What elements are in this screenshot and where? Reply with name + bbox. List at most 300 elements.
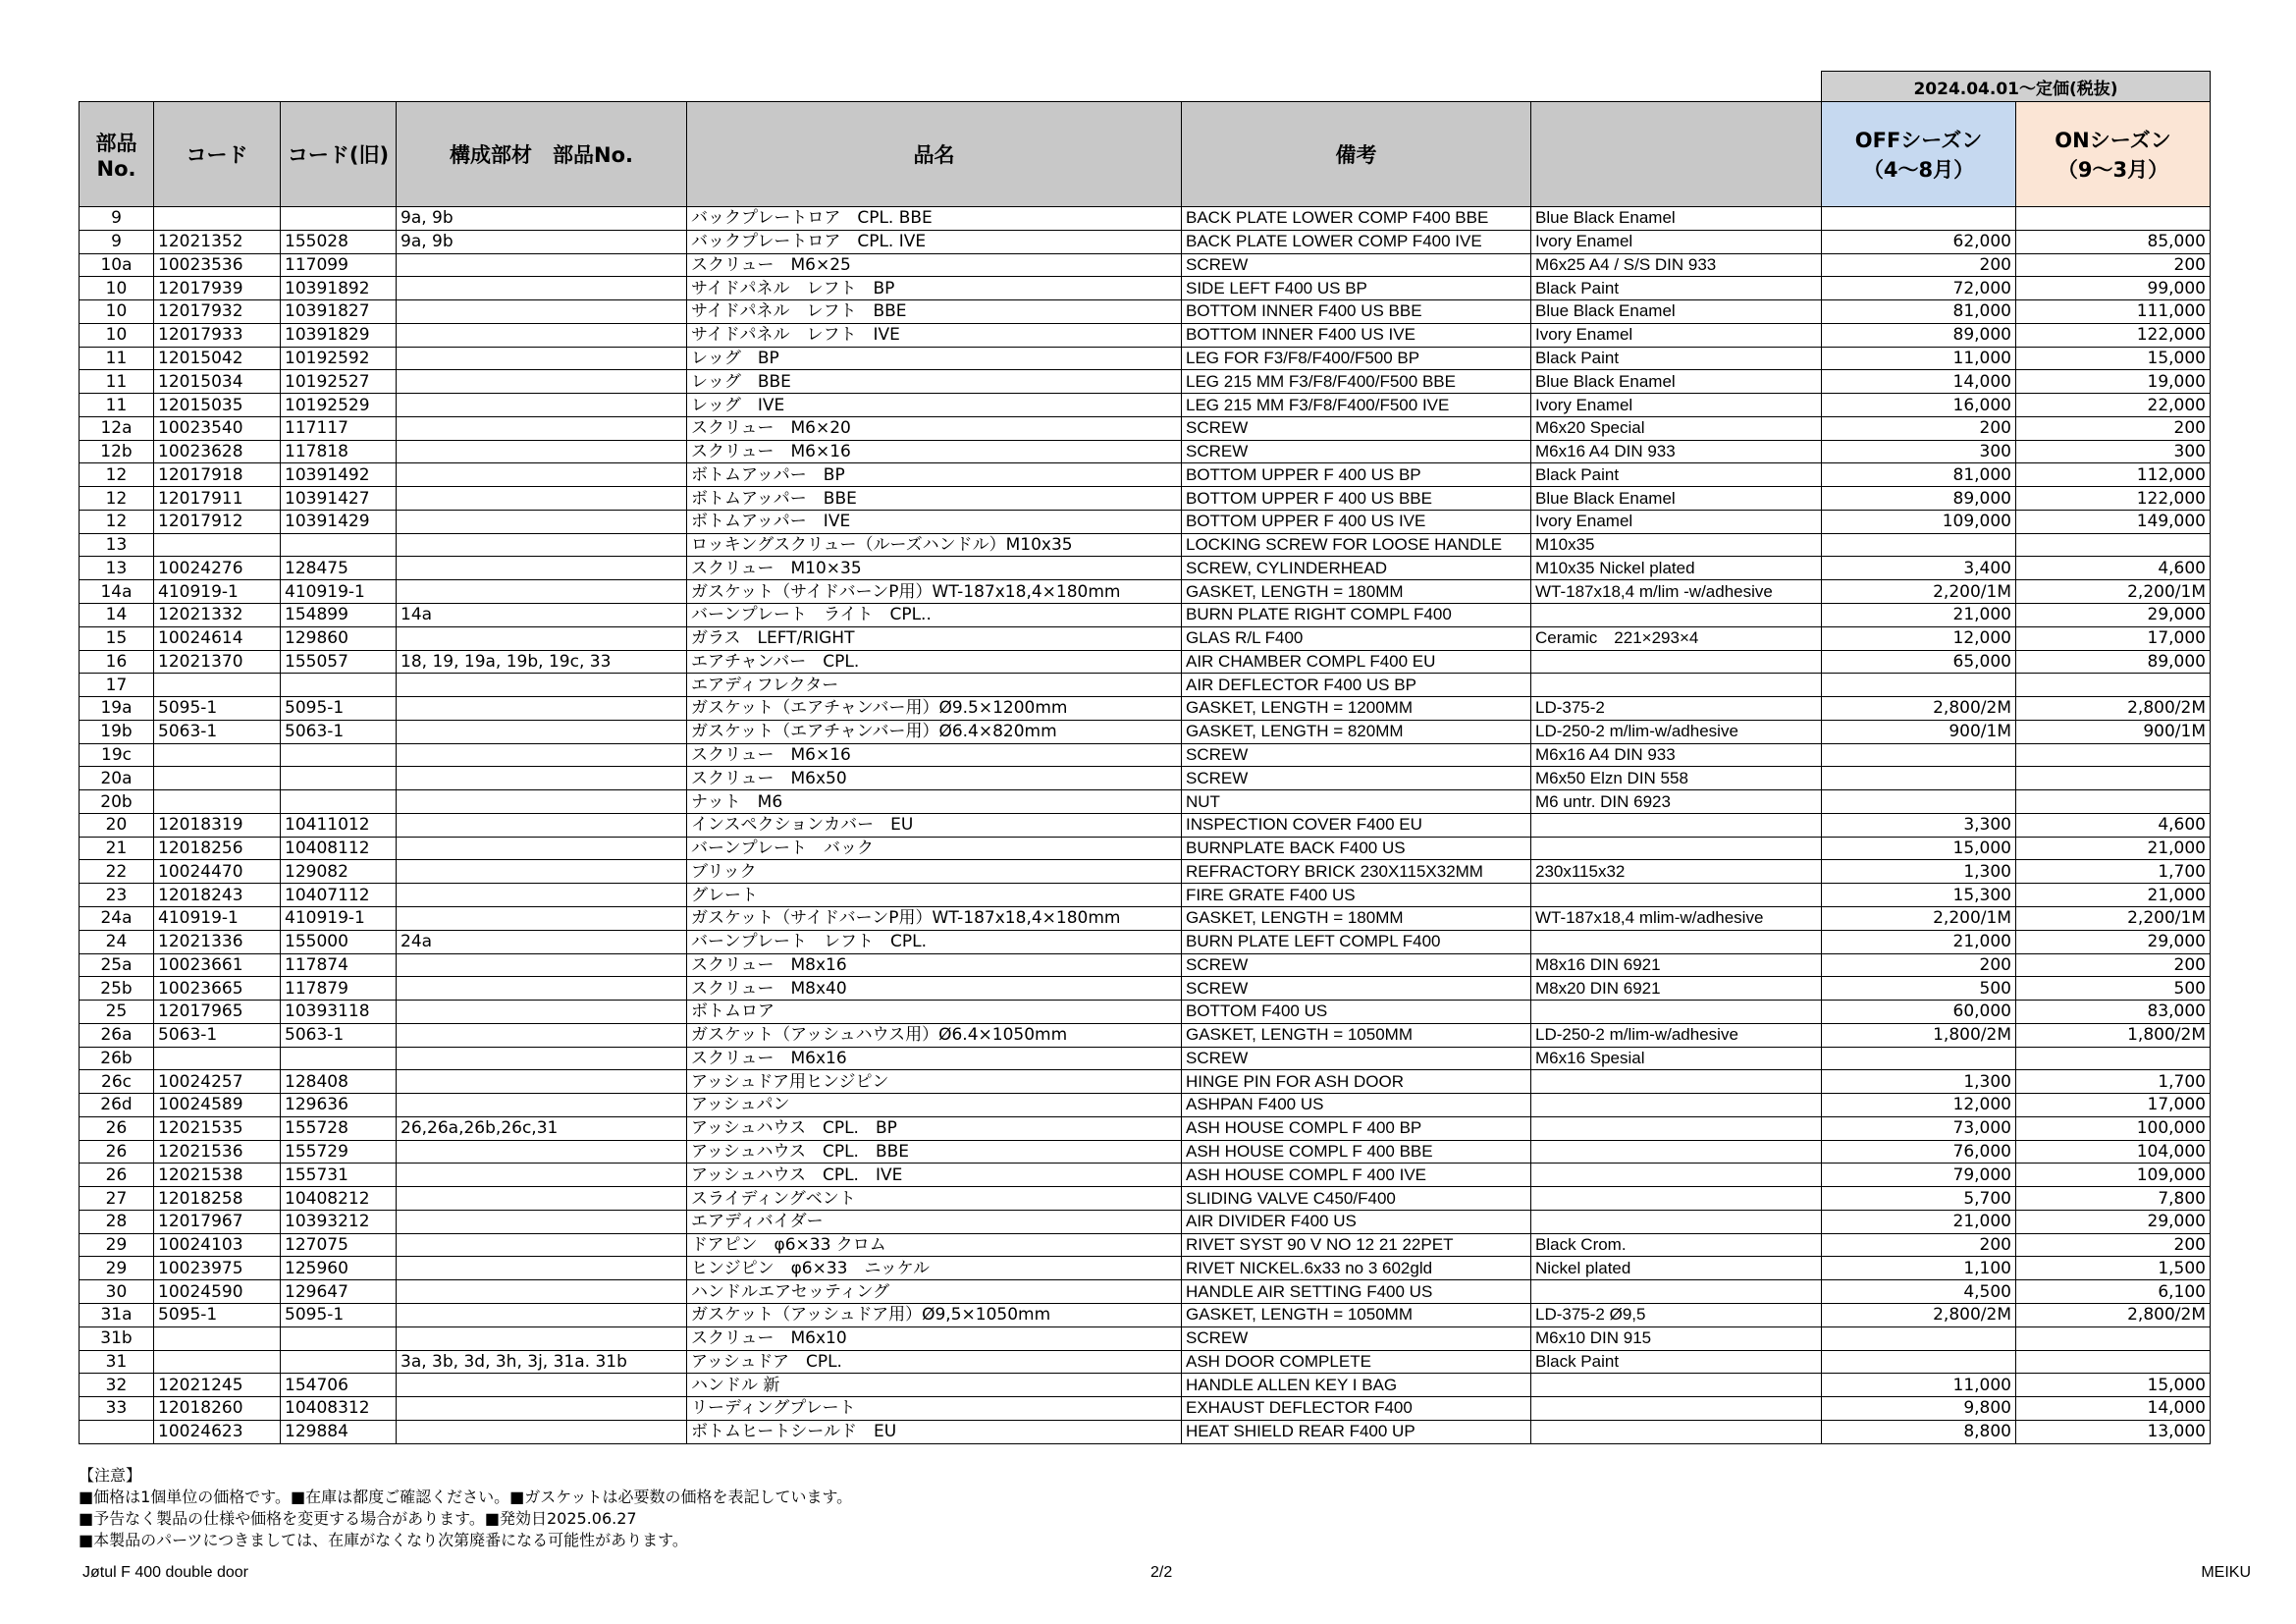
english-name-cell: BOTTOM UPPER F 400 US IVE [1182, 510, 1531, 533]
old-code-cell: 10411012 [281, 813, 397, 837]
name-cell: スクリュー M6×16 [687, 440, 1182, 463]
english-name-cell: ASH HOUSE COMPL F 400 BP [1182, 1116, 1531, 1140]
code-cell: 10024589 [154, 1094, 281, 1117]
off-season-price-cell: 1,100 [1822, 1257, 2016, 1280]
off-season-price-cell: 89,000 [1822, 487, 2016, 511]
english-name-cell: SCREW [1182, 1326, 1531, 1350]
part-no-cell: 16 [80, 650, 154, 674]
note-cell [1531, 1094, 1822, 1117]
part-no-cell: 29 [80, 1257, 154, 1280]
note-cell: M8x20 DIN 6921 [1531, 977, 1822, 1001]
component-cell [397, 813, 687, 837]
on-season-price-cell: 89,000 [2016, 650, 2211, 674]
name-cell: サイドパネル レフト IVE [687, 323, 1182, 347]
component-cell [397, 1233, 687, 1257]
note-cell: M6x16 A4 DIN 933 [1531, 440, 1822, 463]
note-cell: Ivory Enamel [1531, 230, 1822, 253]
table-row [80, 580, 2211, 604]
name-cell: エアディバイダー [687, 1210, 1182, 1233]
table-row [80, 604, 2211, 627]
col-header-note-2 [1531, 102, 1822, 207]
part-no-cell: 30 [80, 1280, 154, 1304]
note-cell: LD-375-2 [1531, 697, 1822, 721]
old-code-cell: 155728 [281, 1116, 397, 1140]
on-season-price-cell [2016, 533, 2211, 557]
english-name-cell: BURN PLATE RIGHT COMPL F400 [1182, 604, 1531, 627]
on-season-price-cell: 900/1M [2016, 720, 2211, 743]
table-row [80, 1374, 2211, 1397]
part-no-cell: 9 [80, 230, 154, 253]
code-cell: 12018243 [154, 884, 281, 907]
component-cell [397, 440, 687, 463]
old-code-cell [281, 767, 397, 790]
note-cell [1531, 1070, 1822, 1094]
code-cell: 12017932 [154, 300, 281, 324]
name-cell: ヒンジピン φ6×33 ニッケル [687, 1257, 1182, 1280]
name-cell: グレート [687, 884, 1182, 907]
old-code-cell: 129884 [281, 1420, 397, 1443]
off-season-price-cell: 200 [1822, 416, 2016, 440]
on-season-price-cell: 15,000 [2016, 1374, 2211, 1397]
english-name-cell: HANDLE AIR SETTING F400 US [1182, 1280, 1531, 1304]
name-cell: ボトムアッパー BP [687, 463, 1182, 487]
note-cell: 230x115x32 [1531, 860, 1822, 884]
note-cell [1531, 1187, 1822, 1211]
part-no-cell: 25b [80, 977, 154, 1001]
col-header-note: 備考 [1182, 102, 1531, 207]
name-cell: ガラス LEFT/RIGHT [687, 626, 1182, 650]
english-name-cell: GASKET, LENGTH = 1050MM [1182, 1023, 1531, 1047]
english-name-cell: HEAT SHIELD REAR F400 UP [1182, 1420, 1531, 1443]
component-cell [397, 510, 687, 533]
name-cell: アッシュパン [687, 1094, 1182, 1117]
note-cell: Ceramic 221×293×4 [1531, 626, 1822, 650]
off-season-price-cell [1822, 767, 2016, 790]
name-cell: エアチャンバー CPL. [687, 650, 1182, 674]
note-cell [1531, 1280, 1822, 1304]
on-season-price-cell: 200 [2016, 416, 2211, 440]
off-season-price-cell: 21,000 [1822, 930, 2016, 953]
old-code-cell: 10391427 [281, 487, 397, 511]
old-code-cell: 10391429 [281, 510, 397, 533]
table-row [80, 1233, 2211, 1257]
part-no-cell: 20b [80, 790, 154, 814]
table-row [80, 1280, 2211, 1304]
name-cell: ハンドルエアセッティング [687, 1280, 1182, 1304]
on-season-price-cell: 2,800/2M [2016, 697, 2211, 721]
name-cell: スクリュー M6×20 [687, 416, 1182, 440]
code-cell: 12015035 [154, 394, 281, 417]
note-cell: M6x50 Elzn DIN 558 [1531, 767, 1822, 790]
component-cell [397, 860, 687, 884]
old-code-cell: 155028 [281, 230, 397, 253]
name-cell: スクリュー M10×35 [687, 557, 1182, 580]
table-row [80, 1116, 2211, 1140]
english-name-cell: SCREW [1182, 440, 1531, 463]
name-cell: スクリュー M8x40 [687, 977, 1182, 1001]
component-cell [397, 1257, 687, 1280]
note-line: ■予告なく製品の仕様や価格を変更する場合があります。■発効日2025.06.27 [79, 1509, 637, 1528]
part-no-cell: 25 [80, 1001, 154, 1024]
english-name-cell: SIDE LEFT F400 US BP [1182, 277, 1531, 300]
part-no-cell: 12 [80, 463, 154, 487]
old-code-cell: 129636 [281, 1094, 397, 1117]
note-cell: M6x20 Special [1531, 416, 1822, 440]
english-name-cell: ASH DOOR COMPLETE [1182, 1350, 1531, 1374]
name-cell: ロッキングスクリュー（ルーズハンドル）M10x35 [687, 533, 1182, 557]
table-row [80, 1023, 2211, 1047]
component-cell [397, 906, 687, 930]
on-season-price-cell: 29,000 [2016, 604, 2211, 627]
note-cell: Ivory Enamel [1531, 323, 1822, 347]
table-row [80, 1001, 2211, 1024]
name-cell: バーンプレート バック [687, 837, 1182, 860]
component-cell [397, 1023, 687, 1047]
note-cell: Black Paint [1531, 277, 1822, 300]
old-code-cell: 10391892 [281, 277, 397, 300]
name-cell: ガスケット（エアチャンバー用）Ø6.4×820mm [687, 720, 1182, 743]
note-cell: Black Paint [1531, 347, 1822, 370]
old-code-cell: 129647 [281, 1280, 397, 1304]
off-season-price-cell [1822, 674, 2016, 697]
on-season-price-cell [2016, 1326, 2211, 1350]
name-cell: サイドパネル レフト BP [687, 277, 1182, 300]
note-cell [1531, 813, 1822, 837]
off-season-price-cell [1822, 533, 2016, 557]
component-cell: 24a [397, 930, 687, 953]
old-code-cell: 10408312 [281, 1397, 397, 1421]
old-code-cell: 10393118 [281, 1001, 397, 1024]
old-code-cell: 410919-1 [281, 906, 397, 930]
old-code-cell: 117879 [281, 977, 397, 1001]
code-cell: 10024470 [154, 860, 281, 884]
part-no-cell: 17 [80, 674, 154, 697]
note-cell [1531, 1374, 1822, 1397]
old-code-cell: 155729 [281, 1140, 397, 1164]
part-no-cell: 28 [80, 1210, 154, 1233]
table-row [80, 557, 2211, 580]
table-row [80, 884, 2211, 907]
name-cell: アッシュハウス CPL. IVE [687, 1164, 1182, 1187]
old-code-cell: 129860 [281, 626, 397, 650]
note-cell: Blue Black Enamel [1531, 300, 1822, 324]
part-no-cell: 21 [80, 837, 154, 860]
english-name-cell: RIVET NICKEL.6x33 no 3 602gld [1182, 1257, 1531, 1280]
on-season-price-cell: 22,000 [2016, 394, 2211, 417]
off-season-price-cell: 89,000 [1822, 323, 2016, 347]
off-season-price-cell: 500 [1822, 977, 2016, 1001]
component-cell [397, 463, 687, 487]
old-code-cell: 155000 [281, 930, 397, 953]
english-name-cell: LEG FOR F3/F8/F400/F500 BP [1182, 347, 1531, 370]
table-row [80, 1187, 2211, 1211]
table-row [80, 860, 2211, 884]
code-cell: 12021352 [154, 230, 281, 253]
part-no-cell: 26d [80, 1094, 154, 1117]
part-no-cell: 11 [80, 347, 154, 370]
name-cell: アッシュハウス CPL. BP [687, 1116, 1182, 1140]
old-code-cell [281, 790, 397, 814]
off-season-price-cell: 72,000 [1822, 277, 2016, 300]
table-row [80, 767, 2211, 790]
name-cell: ナット M6 [687, 790, 1182, 814]
component-cell [397, 323, 687, 347]
part-no-cell: 10 [80, 277, 154, 300]
on-season-price-cell: 83,000 [2016, 1001, 2211, 1024]
note-cell: M6x25 A4 / S/S DIN 933 [1531, 253, 1822, 277]
on-season-price-cell: 2,800/2M [2016, 1303, 2211, 1326]
code-cell: 10024623 [154, 1420, 281, 1443]
off-season-price-cell: 65,000 [1822, 650, 2016, 674]
off-season-price-cell: 200 [1822, 1233, 2016, 1257]
component-cell [397, 1164, 687, 1187]
english-name-cell: AIR DIVIDER F400 US [1182, 1210, 1531, 1233]
on-season-price-cell: 122,000 [2016, 323, 2211, 347]
component-cell [397, 253, 687, 277]
note-cell [1531, 1164, 1822, 1187]
note-cell: WT-187x18,4 mlim-w/adhesive [1531, 906, 1822, 930]
english-name-cell: RIVET SYST 90 V NO 12 21 22PET [1182, 1233, 1531, 1257]
name-cell: ハンドル 新 [687, 1374, 1182, 1397]
on-season-price-cell: 21,000 [2016, 884, 2211, 907]
english-name-cell: BURN PLATE LEFT COMPL F400 [1182, 930, 1531, 953]
english-name-cell: SCREW [1182, 743, 1531, 767]
name-cell: ガスケット（サイドバーンP用）WT-187x18,4×180mm [687, 580, 1182, 604]
part-no-cell: 24 [80, 930, 154, 953]
code-cell: 12021370 [154, 650, 281, 674]
off-season-price-cell: 1,300 [1822, 1070, 2016, 1094]
code-cell: 410919-1 [154, 906, 281, 930]
off-season-price-cell: 73,000 [1822, 1116, 2016, 1140]
note-cell: Ivory Enamel [1531, 510, 1822, 533]
part-no-cell: 12a [80, 416, 154, 440]
off-season-price-cell [1822, 1350, 2016, 1374]
on-season-price-cell: 99,000 [2016, 277, 2211, 300]
table-row [80, 510, 2211, 533]
name-cell: スクリュー M6x10 [687, 1326, 1182, 1350]
old-code-cell: 10391829 [281, 323, 397, 347]
component-cell: 9a, 9b [397, 230, 687, 253]
old-code-cell [281, 1047, 397, 1070]
note-cell: Blue Black Enamel [1531, 370, 1822, 394]
code-cell: 10023628 [154, 440, 281, 463]
component-cell [397, 347, 687, 370]
col-header-code: コード [154, 102, 281, 207]
table-row [80, 650, 2211, 674]
note-cell [1531, 1001, 1822, 1024]
part-no-cell: 26c [80, 1070, 154, 1094]
table-row [80, 1350, 2211, 1374]
table-row [80, 207, 2211, 231]
note-cell [1531, 1116, 1822, 1140]
part-no-cell: 26 [80, 1164, 154, 1187]
col-header-no: 部品 No. [80, 102, 154, 207]
english-name-cell: ASH HOUSE COMPL F 400 IVE [1182, 1164, 1531, 1187]
table-row [80, 1094, 2211, 1117]
component-cell [397, 1187, 687, 1211]
english-name-cell: NUT [1182, 790, 1531, 814]
old-code-cell: 10408112 [281, 837, 397, 860]
part-no-cell: 10a [80, 253, 154, 277]
off-season-price-cell: 60,000 [1822, 1001, 2016, 1024]
off-season-price-cell: 9,800 [1822, 1397, 2016, 1421]
english-name-cell: BOTTOM UPPER F 400 US BP [1182, 463, 1531, 487]
english-name-cell: GASKET, LENGTH = 820MM [1182, 720, 1531, 743]
table-row [80, 743, 2211, 767]
note-cell: WT-187x18,4 m/lim -w/adhesive [1531, 580, 1822, 604]
on-season-price-cell: 4,600 [2016, 557, 2211, 580]
on-season-price-cell: 300 [2016, 440, 2211, 463]
table-row [80, 953, 2211, 977]
english-name-cell: REFRACTORY BRICK 230X115X32MM [1182, 860, 1531, 884]
component-cell [397, 1070, 687, 1094]
table-row [80, 1164, 2211, 1187]
note-cell: M6x10 DIN 915 [1531, 1326, 1822, 1350]
part-no-cell: 19c [80, 743, 154, 767]
note-cell [1531, 604, 1822, 627]
note-cell: Blue Black Enamel [1531, 487, 1822, 511]
code-cell: 10023536 [154, 253, 281, 277]
code-cell: 5095-1 [154, 697, 281, 721]
part-no-cell: 14a [80, 580, 154, 604]
code-cell: 5063-1 [154, 720, 281, 743]
component-cell [397, 394, 687, 417]
off-season-price-cell: 5,700 [1822, 1187, 2016, 1211]
old-code-cell: 125960 [281, 1257, 397, 1280]
table-row [80, 1257, 2211, 1280]
component-cell [397, 720, 687, 743]
off-season-price-cell: 2,200/1M [1822, 906, 2016, 930]
off-season-price-cell: 2,800/2M [1822, 1303, 2016, 1326]
note-cell [1531, 930, 1822, 953]
english-name-cell: SCREW [1182, 953, 1531, 977]
table-row [80, 1420, 2211, 1443]
old-code-cell: 10407112 [281, 884, 397, 907]
col-header-component: 構成部材 部品No. [397, 102, 687, 207]
name-cell: レッグ IVE [687, 394, 1182, 417]
component-cell [397, 743, 687, 767]
component-cell [397, 557, 687, 580]
on-season-price-cell: 6,100 [2016, 1280, 2211, 1304]
old-code-cell: 5095-1 [281, 1303, 397, 1326]
table-row [80, 370, 2211, 394]
old-code-cell: 10192592 [281, 347, 397, 370]
component-cell: 26,26a,26b,26c,31 [397, 1116, 687, 1140]
table-row [80, 300, 2211, 324]
english-name-cell: BOTTOM INNER F400 US IVE [1182, 323, 1531, 347]
english-name-cell: GASKET, LENGTH = 1050MM [1182, 1303, 1531, 1326]
code-cell: 10024257 [154, 1070, 281, 1094]
component-cell: 9a, 9b [397, 207, 687, 231]
code-cell: 12018256 [154, 837, 281, 860]
code-cell: 12017911 [154, 487, 281, 511]
on-season-price-cell: 29,000 [2016, 930, 2211, 953]
table-row [80, 394, 2211, 417]
code-cell: 12021332 [154, 604, 281, 627]
on-season-price-cell [2016, 767, 2211, 790]
old-code-cell: 5063-1 [281, 1023, 397, 1047]
off-season-price-cell: 14,000 [1822, 370, 2016, 394]
component-cell [397, 1303, 687, 1326]
name-cell: ガスケット（アッシュハウス用）Ø6.4×1050mm [687, 1023, 1182, 1047]
note-cell [1531, 650, 1822, 674]
code-cell: 12017912 [154, 510, 281, 533]
part-no-cell: 31a [80, 1303, 154, 1326]
table-row [80, 253, 2211, 277]
part-no-cell: 27 [80, 1187, 154, 1211]
table-row [80, 1210, 2211, 1233]
notes-heading: 【注意】 [79, 1466, 142, 1485]
component-cell [397, 1001, 687, 1024]
note-cell [1531, 674, 1822, 697]
component-cell [397, 1094, 687, 1117]
code-cell: 12021536 [154, 1140, 281, 1164]
name-cell: ガスケット（エアチャンバー用）Ø9.5×1200mm [687, 697, 1182, 721]
parts-price-sheet [79, 71, 2211, 1444]
old-code-cell: 117117 [281, 416, 397, 440]
english-name-cell: GASKET, LENGTH = 180MM [1182, 580, 1531, 604]
english-name-cell: BOTTOM F400 US [1182, 1001, 1531, 1024]
part-no-cell: 10 [80, 300, 154, 324]
table-row [80, 1047, 2211, 1070]
off-season-price-cell: 81,000 [1822, 300, 2016, 324]
on-season-price-cell: 111,000 [2016, 300, 2211, 324]
old-code-cell: 155057 [281, 650, 397, 674]
table-row [80, 697, 2211, 721]
on-season-price-cell: 200 [2016, 1233, 2211, 1257]
old-code-cell: 154706 [281, 1374, 397, 1397]
name-cell: スライディングベント [687, 1187, 1182, 1211]
component-cell [397, 370, 687, 394]
on-season-price-cell: 21,000 [2016, 837, 2211, 860]
old-code-cell: 155731 [281, 1164, 397, 1187]
old-code-cell: 129082 [281, 860, 397, 884]
name-cell: インスペクションカバー EU [687, 813, 1182, 837]
note-cell [1531, 1210, 1822, 1233]
part-no-cell: 23 [80, 884, 154, 907]
part-no-cell: 25a [80, 953, 154, 977]
table-row [80, 277, 2211, 300]
part-no-cell: 11 [80, 370, 154, 394]
component-cell [397, 1326, 687, 1350]
component-cell [397, 1374, 687, 1397]
part-no-cell: 11 [80, 394, 154, 417]
table-row [80, 1397, 2211, 1421]
code-cell [154, 767, 281, 790]
english-name-cell: BURNPLATE BACK F400 US [1182, 837, 1531, 860]
english-name-cell: LEG 215 MM F3/F8/F400/F500 BBE [1182, 370, 1531, 394]
old-code-cell [281, 674, 397, 697]
off-season-price-cell: 8,800 [1822, 1420, 2016, 1443]
note-cell: Ivory Enamel [1531, 394, 1822, 417]
old-code-cell: 10391827 [281, 300, 397, 324]
name-cell: アッシュドア用ヒンジピン [687, 1070, 1182, 1094]
component-cell [397, 1280, 687, 1304]
part-no-cell: 19b [80, 720, 154, 743]
note-cell [1531, 1397, 1822, 1421]
name-cell: アッシュドア CPL. [687, 1350, 1182, 1374]
part-no-cell: 31b [80, 1326, 154, 1350]
name-cell: バックプレートロア CPL. IVE [687, 230, 1182, 253]
note-cell: LD-250-2 m/lim-w/adhesive [1531, 720, 1822, 743]
on-season-price-cell: 85,000 [2016, 230, 2211, 253]
old-code-cell: 117099 [281, 253, 397, 277]
on-season-price-cell: 112,000 [2016, 463, 2211, 487]
old-code-cell: 10408212 [281, 1187, 397, 1211]
code-cell: 12021535 [154, 1116, 281, 1140]
code-cell: 10023540 [154, 416, 281, 440]
on-season-price-cell: 109,000 [2016, 1164, 2211, 1187]
